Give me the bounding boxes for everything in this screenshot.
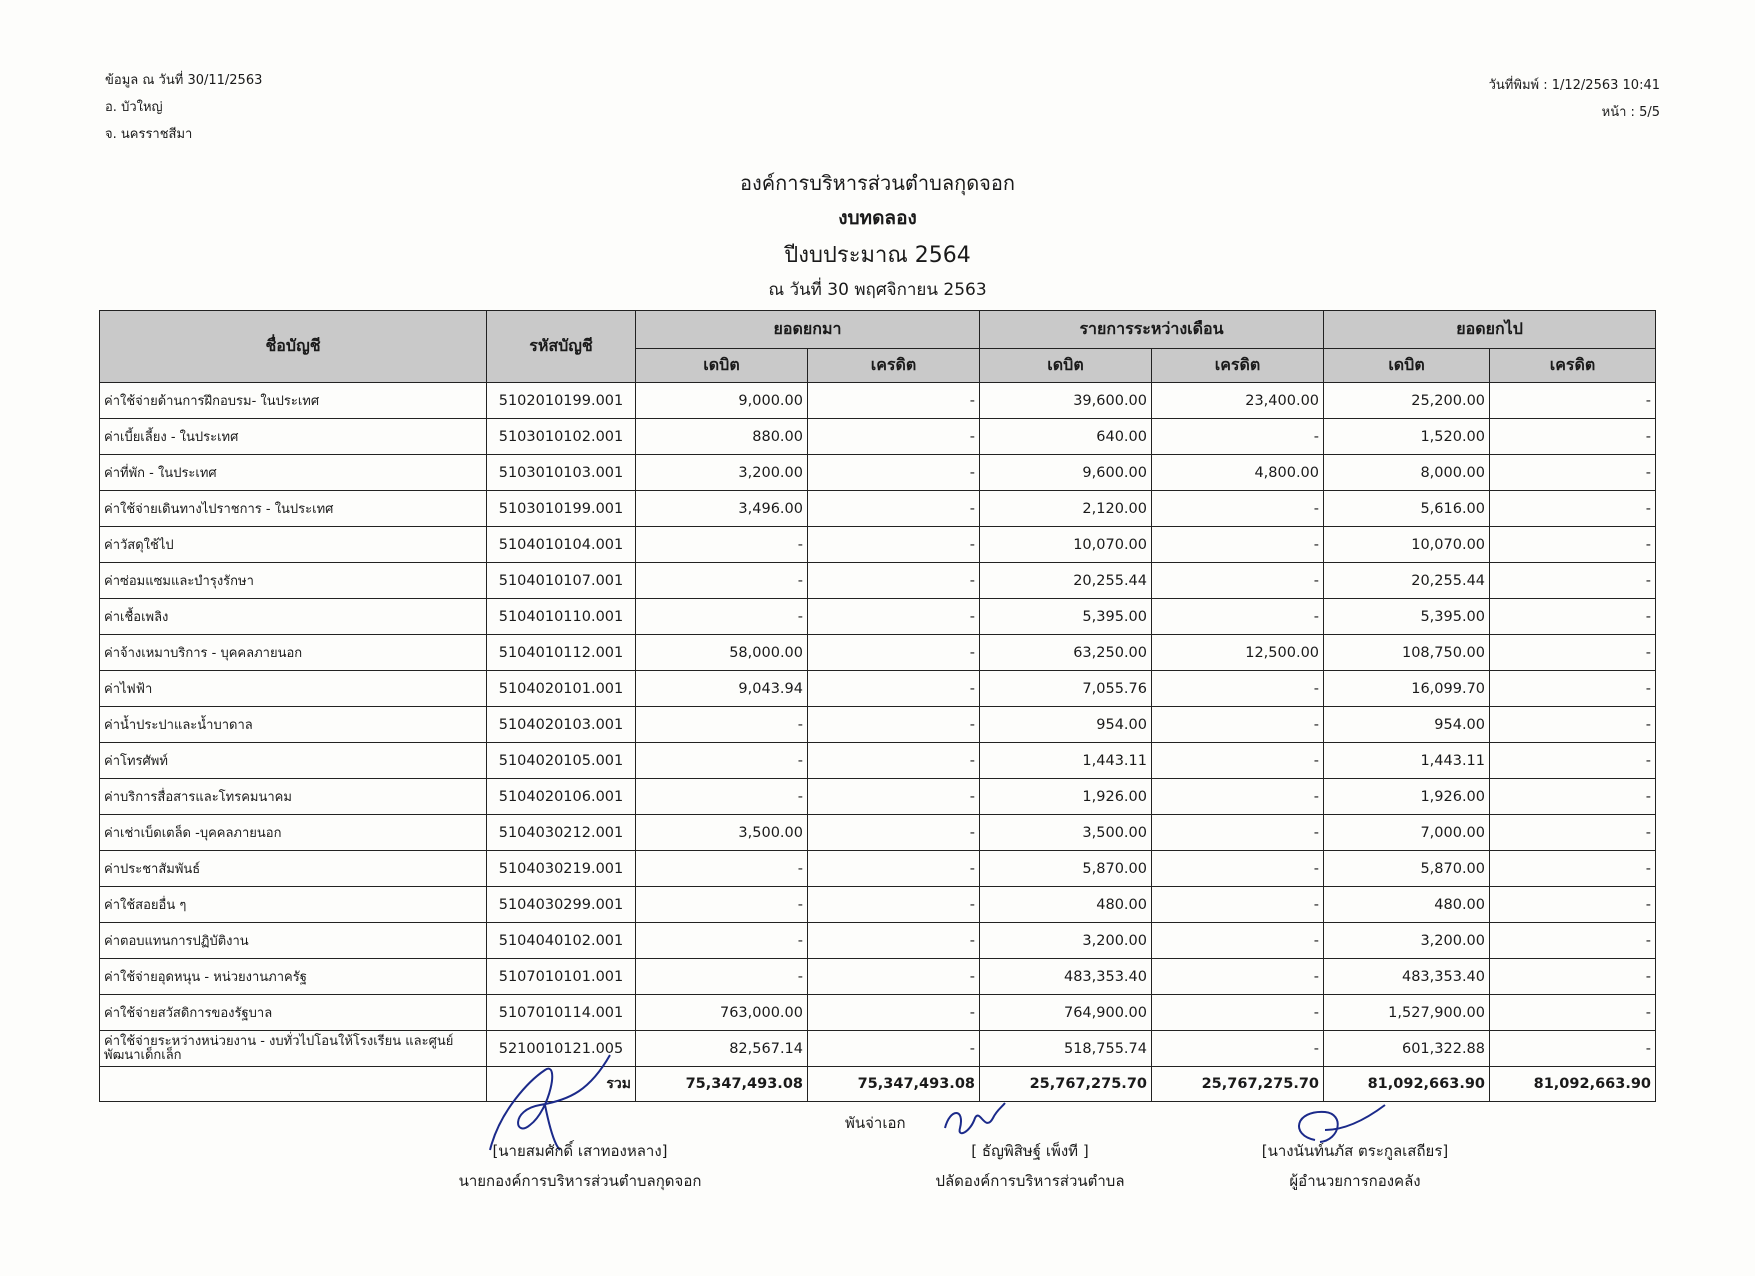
header-credit: เครดิต: [1152, 349, 1324, 383]
table-row: [100, 851, 1656, 887]
account-name-cell: ค่าใช้จ่ายอุดหนุน - หน่วยงานภาครัฐ: [100, 959, 487, 995]
account-name-cell: ค่าที่พัก - ในประเทศ: [100, 455, 487, 491]
bf-debit-cell: 3,496.00: [636, 491, 808, 527]
bf-debit-cell: -: [636, 779, 808, 815]
month-credit-cell: -: [1152, 671, 1324, 707]
account-code-cell: 5104030212.001: [487, 815, 636, 851]
table-row: [100, 743, 1656, 779]
account-name-cell: ค่าน้ำประปาและน้ำบาดาล: [100, 707, 487, 743]
account-name-cell: ค่าใช้สอยอื่น ๆ: [100, 887, 487, 923]
bf-debit-cell: 58,000.00: [636, 635, 808, 671]
signature-block-deputy: [880, 1136, 1180, 1196]
header-account-code: รหัสบัญชี: [487, 311, 636, 383]
bf-debit-cell: 3,500.00: [636, 815, 808, 851]
signatory-name: [นายสมศักดิ์ เสาทองหลาง]: [492, 1142, 668, 1160]
total-cf-credit: 81,092,663.90: [1490, 1067, 1656, 1102]
cf-debit-cell: 16,099.70: [1324, 671, 1490, 707]
month-debit-cell: 10,070.00: [980, 527, 1152, 563]
cf-debit-cell: 1,520.00: [1324, 419, 1490, 455]
account-code-cell: 5104040102.001: [487, 923, 636, 959]
header-brought-forward: ยอดยกมา: [636, 311, 980, 349]
month-credit-cell: 23,400.00: [1152, 383, 1324, 419]
as-of-date-title: ณ วันที่ 30 พฤศจิกายน 2563: [768, 280, 987, 300]
month-debit-cell: 640.00: [980, 419, 1152, 455]
cf-debit-cell: 20,255.44: [1324, 563, 1490, 599]
cf-credit-cell: -: [1490, 995, 1656, 1031]
month-credit-cell: -: [1152, 707, 1324, 743]
month-credit-cell: -: [1152, 1031, 1324, 1067]
table-row: [100, 815, 1656, 851]
month-debit-cell: 480.00: [980, 887, 1152, 923]
bf-credit-cell: -: [808, 743, 980, 779]
bf-debit-cell: -: [636, 707, 808, 743]
month-credit-cell: -: [1152, 923, 1324, 959]
cf-debit-cell: 5,616.00: [1324, 491, 1490, 527]
bf-debit-cell: -: [636, 527, 808, 563]
bf-credit-cell: -: [808, 851, 980, 887]
table-row: [100, 491, 1656, 527]
cf-debit-cell: 8,000.00: [1324, 455, 1490, 491]
signatory-title: ปลัดองค์การบริหารส่วนตำบล: [935, 1172, 1125, 1190]
cf-credit-cell: -: [1490, 419, 1656, 455]
account-name-cell: ค่าจ้างเหมาบริการ - บุคคลภายนอก: [100, 635, 487, 671]
cf-credit-cell: -: [1490, 779, 1656, 815]
bf-debit-cell: -: [636, 959, 808, 995]
cf-debit-cell: 480.00: [1324, 887, 1490, 923]
month-debit-cell: 954.00: [980, 707, 1152, 743]
cf-debit-cell: 601,322.88: [1324, 1031, 1490, 1067]
cf-credit-cell: -: [1490, 635, 1656, 671]
month-credit-cell: -: [1152, 527, 1324, 563]
account-code-cell: 5104010107.001: [487, 563, 636, 599]
bf-debit-cell: 880.00: [636, 419, 808, 455]
table-row: [100, 923, 1656, 959]
account-name-cell: ค่าใช้จ่ายระหว่างหน่วยงาน - งบทั่วไปโอนให้โรงเรียน และศูนย์พัฒนาเด็กเล็ก: [100, 1031, 487, 1067]
district: อ. บัวใหญ่: [105, 100, 163, 115]
bf-credit-cell: -: [808, 707, 980, 743]
cf-debit-cell: 954.00: [1324, 707, 1490, 743]
bf-credit-cell: -: [808, 995, 980, 1031]
cf-debit-cell: 5,395.00: [1324, 599, 1490, 635]
table-row: [100, 527, 1656, 563]
account-code-cell: 5104020105.001: [487, 743, 636, 779]
month-credit-cell: -: [1152, 599, 1324, 635]
total-bf-debit: 75,347,493.08: [636, 1067, 808, 1102]
month-debit-cell: 764,900.00: [980, 995, 1152, 1031]
month-debit-cell: 2,120.00: [980, 491, 1152, 527]
header-carried-forward: ยอดยกไป: [1324, 311, 1656, 349]
cf-credit-cell: -: [1490, 887, 1656, 923]
total-month-credit: 25,767,275.70: [1152, 1067, 1324, 1102]
province: จ. นครราชสีมา: [105, 127, 193, 142]
month-debit-cell: 5,395.00: [980, 599, 1152, 635]
bf-credit-cell: -: [808, 923, 980, 959]
account-name-cell: ค่าวัสดุใช้ไป: [100, 527, 487, 563]
month-debit-cell: 483,353.40: [980, 959, 1152, 995]
account-code-cell: 5104020106.001: [487, 779, 636, 815]
cf-credit-cell: -: [1490, 959, 1656, 995]
cf-credit-cell: -: [1490, 563, 1656, 599]
month-debit-cell: 3,500.00: [980, 815, 1152, 851]
account-code-cell: 5107010114.001: [487, 995, 636, 1031]
header-credit: เครดิต: [808, 349, 980, 383]
signatory-name: [ ธัญพิสิษฐ์ เพ็งที ]: [971, 1142, 1089, 1160]
month-debit-cell: 1,926.00: [980, 779, 1152, 815]
table-row: [100, 1031, 1656, 1067]
bf-credit-cell: -: [808, 1031, 980, 1067]
account-name-cell: ค่าตอบแทนการปฏิบัติงาน: [100, 923, 487, 959]
month-credit-cell: -: [1152, 419, 1324, 455]
month-credit-cell: -: [1152, 887, 1324, 923]
month-credit-cell: -: [1152, 491, 1324, 527]
month-credit-cell: -: [1152, 959, 1324, 995]
account-name-cell: ค่าโทรศัพท์: [100, 743, 487, 779]
account-code-cell: 5104030219.001: [487, 851, 636, 887]
data-as-of-date: ข้อมูล ณ วันที่ 30/11/2563: [105, 73, 263, 88]
bf-debit-cell: 9,043.94: [636, 671, 808, 707]
account-name-cell: ค่าประชาสัมพันธ์: [100, 851, 487, 887]
month-credit-cell: -: [1152, 815, 1324, 851]
cf-debit-cell: 483,353.40: [1324, 959, 1490, 995]
table-row: [100, 563, 1656, 599]
cf-credit-cell: -: [1490, 671, 1656, 707]
cf-credit-cell: -: [1490, 1031, 1656, 1067]
month-debit-cell: 9,600.00: [980, 455, 1152, 491]
bf-credit-cell: -: [808, 815, 980, 851]
account-name-cell: ค่าเบี้ยเลี้ยง - ในประเทศ: [100, 419, 487, 455]
month-credit-cell: -: [1152, 743, 1324, 779]
bf-debit-cell: 82,567.14: [636, 1031, 808, 1067]
bf-credit-cell: -: [808, 527, 980, 563]
page-number: หน้า : 5/5: [1601, 105, 1660, 120]
month-debit-cell: 7,055.76: [980, 671, 1152, 707]
account-name-cell: ค่าไฟฟ้า: [100, 671, 487, 707]
total-month-debit: 25,767,275.70: [980, 1067, 1152, 1102]
bf-credit-cell: -: [808, 599, 980, 635]
bf-debit-cell: 3,200.00: [636, 455, 808, 491]
account-code-cell: 5103010102.001: [487, 419, 636, 455]
cf-credit-cell: -: [1490, 851, 1656, 887]
month-debit-cell: 39,600.00: [980, 383, 1152, 419]
account-code-cell: 5104010104.001: [487, 527, 636, 563]
cf-credit-cell: -: [1490, 815, 1656, 851]
month-credit-cell: -: [1152, 851, 1324, 887]
account-code-cell: 5104010112.001: [487, 635, 636, 671]
bf-debit-cell: -: [636, 743, 808, 779]
month-debit-cell: 1,443.11: [980, 743, 1152, 779]
trial-balance-table: [99, 310, 1656, 1102]
organization-title: องค์การบริหารส่วนตำบลกุดจอก: [739, 171, 1016, 195]
bf-credit-cell: -: [808, 779, 980, 815]
table-row: [100, 707, 1656, 743]
account-code-cell: 5210010121.005: [487, 1031, 636, 1067]
bf-debit-cell: -: [636, 887, 808, 923]
header-debit: เดบิต: [636, 349, 808, 383]
table-row: [100, 599, 1656, 635]
cf-credit-cell: -: [1490, 455, 1656, 491]
cf-debit-cell: 25,200.00: [1324, 383, 1490, 419]
deputy-rank-prefix: พันจ่าเอก: [845, 1114, 906, 1132]
header-account-name: ชื่อบัญชี: [100, 311, 487, 383]
header-debit: เดบิต: [980, 349, 1152, 383]
cf-debit-cell: 5,870.00: [1324, 851, 1490, 887]
cf-debit-cell: 10,070.00: [1324, 527, 1490, 563]
month-credit-cell: 12,500.00: [1152, 635, 1324, 671]
cf-credit-cell: -: [1490, 491, 1656, 527]
report-meta-right: [1489, 72, 1660, 126]
table-row: [100, 383, 1656, 419]
signature-block-mayor: [430, 1136, 730, 1196]
total-bf-credit: 75,347,493.08: [808, 1067, 980, 1102]
table-row: [100, 455, 1656, 491]
cf-debit-cell: 3,200.00: [1324, 923, 1490, 959]
bf-credit-cell: -: [808, 671, 980, 707]
total-blank-cell: [100, 1067, 487, 1102]
account-code-cell: 5104020101.001: [487, 671, 636, 707]
report-meta-left: [105, 67, 262, 148]
account-name-cell: ค่าซ่อมแซมและบำรุงรักษา: [100, 563, 487, 599]
account-name-cell: ค่าเช่าเบ็ดเตล็ด -บุคคลภายนอก: [100, 815, 487, 851]
bf-credit-cell: -: [808, 455, 980, 491]
account-code-cell: 5103010103.001: [487, 455, 636, 491]
bf-credit-cell: -: [808, 419, 980, 455]
header-credit: เครดิต: [1490, 349, 1656, 383]
signatory-title: นายกองค์การบริหารส่วนตำบลกุดจอก: [458, 1172, 702, 1190]
month-debit-cell: 20,255.44: [980, 563, 1152, 599]
month-credit-cell: -: [1152, 779, 1324, 815]
total-label: รวม: [487, 1067, 636, 1102]
bf-credit-cell: -: [808, 959, 980, 995]
cf-credit-cell: -: [1490, 599, 1656, 635]
bf-credit-cell: -: [808, 563, 980, 599]
print-date: วันที่พิมพ์ : 1/12/2563 10:41: [1488, 78, 1660, 93]
bf-debit-cell: -: [636, 563, 808, 599]
month-debit-cell: 5,870.00: [980, 851, 1152, 887]
cf-credit-cell: -: [1490, 527, 1656, 563]
cf-debit-cell: 1,443.11: [1324, 743, 1490, 779]
table-row: [100, 995, 1656, 1031]
account-code-cell: 5102010199.001: [487, 383, 636, 419]
cf-debit-cell: 1,926.00: [1324, 779, 1490, 815]
account-name-cell: ค่าเชื้อเพลิง: [100, 599, 487, 635]
bf-credit-cell: -: [808, 887, 980, 923]
cf-debit-cell: 7,000.00: [1324, 815, 1490, 851]
table-row: [100, 779, 1656, 815]
account-name-cell: ค่าบริการสื่อสารและโทรคมนาคม: [100, 779, 487, 815]
cf-credit-cell: -: [1490, 707, 1656, 743]
table-row: [100, 671, 1656, 707]
account-code-cell: 5103010199.001: [487, 491, 636, 527]
signature-block-finance: [1205, 1136, 1505, 1196]
fiscal-year-title: ปีงบประมาณ 2564: [784, 243, 971, 268]
cf-credit-cell: -: [1490, 383, 1656, 419]
signatory-name: [นางนันท์นภัส ตระกูลเสถียร]: [1261, 1142, 1449, 1160]
total-row: [100, 1067, 1656, 1102]
month-debit-cell: 3,200.00: [980, 923, 1152, 959]
table-row: [100, 419, 1656, 455]
month-credit-cell: -: [1152, 995, 1324, 1031]
header-debit: เดบิต: [1324, 349, 1490, 383]
bf-debit-cell: -: [636, 851, 808, 887]
month-debit-cell: 518,755.74: [980, 1031, 1152, 1067]
bf-credit-cell: -: [808, 635, 980, 671]
bf-debit-cell: -: [636, 599, 808, 635]
bf-credit-cell: -: [808, 383, 980, 419]
month-credit-cell: -: [1152, 563, 1324, 599]
table-row: [100, 959, 1656, 995]
cf-credit-cell: -: [1490, 923, 1656, 959]
month-credit-cell: 4,800.00: [1152, 455, 1324, 491]
cf-debit-cell: 108,750.00: [1324, 635, 1490, 671]
table-row: [100, 635, 1656, 671]
account-code-cell: 5107010101.001: [487, 959, 636, 995]
bf-debit-cell: -: [636, 923, 808, 959]
report-title: งบทดลอง: [838, 207, 917, 229]
account-code-cell: 5104020103.001: [487, 707, 636, 743]
header-during-month: รายการระหว่างเดือน: [980, 311, 1324, 349]
total-cf-debit: 81,092,663.90: [1324, 1067, 1490, 1102]
account-code-cell: 5104010110.001: [487, 599, 636, 635]
table-row: [100, 887, 1656, 923]
cf-debit-cell: 1,527,900.00: [1324, 995, 1490, 1031]
bf-credit-cell: -: [808, 491, 980, 527]
account-name-cell: ค่าใช้จ่ายด้านการฝึกอบรม- ในประเทศ: [100, 383, 487, 419]
account-code-cell: 5104030299.001: [487, 887, 636, 923]
signatory-title: ผู้อำนวยการกองคลัง: [1289, 1172, 1421, 1190]
account-name-cell: ค่าใช้จ่ายเดินทางไปราชการ - ในประเทศ: [100, 491, 487, 527]
cf-credit-cell: -: [1490, 743, 1656, 779]
bf-debit-cell: 763,000.00: [636, 995, 808, 1031]
month-debit-cell: 63,250.00: [980, 635, 1152, 671]
bf-debit-cell: 9,000.00: [636, 383, 808, 419]
account-name-cell: ค่าใช้จ่ายสวัสดิการของรัฐบาล: [100, 995, 487, 1031]
